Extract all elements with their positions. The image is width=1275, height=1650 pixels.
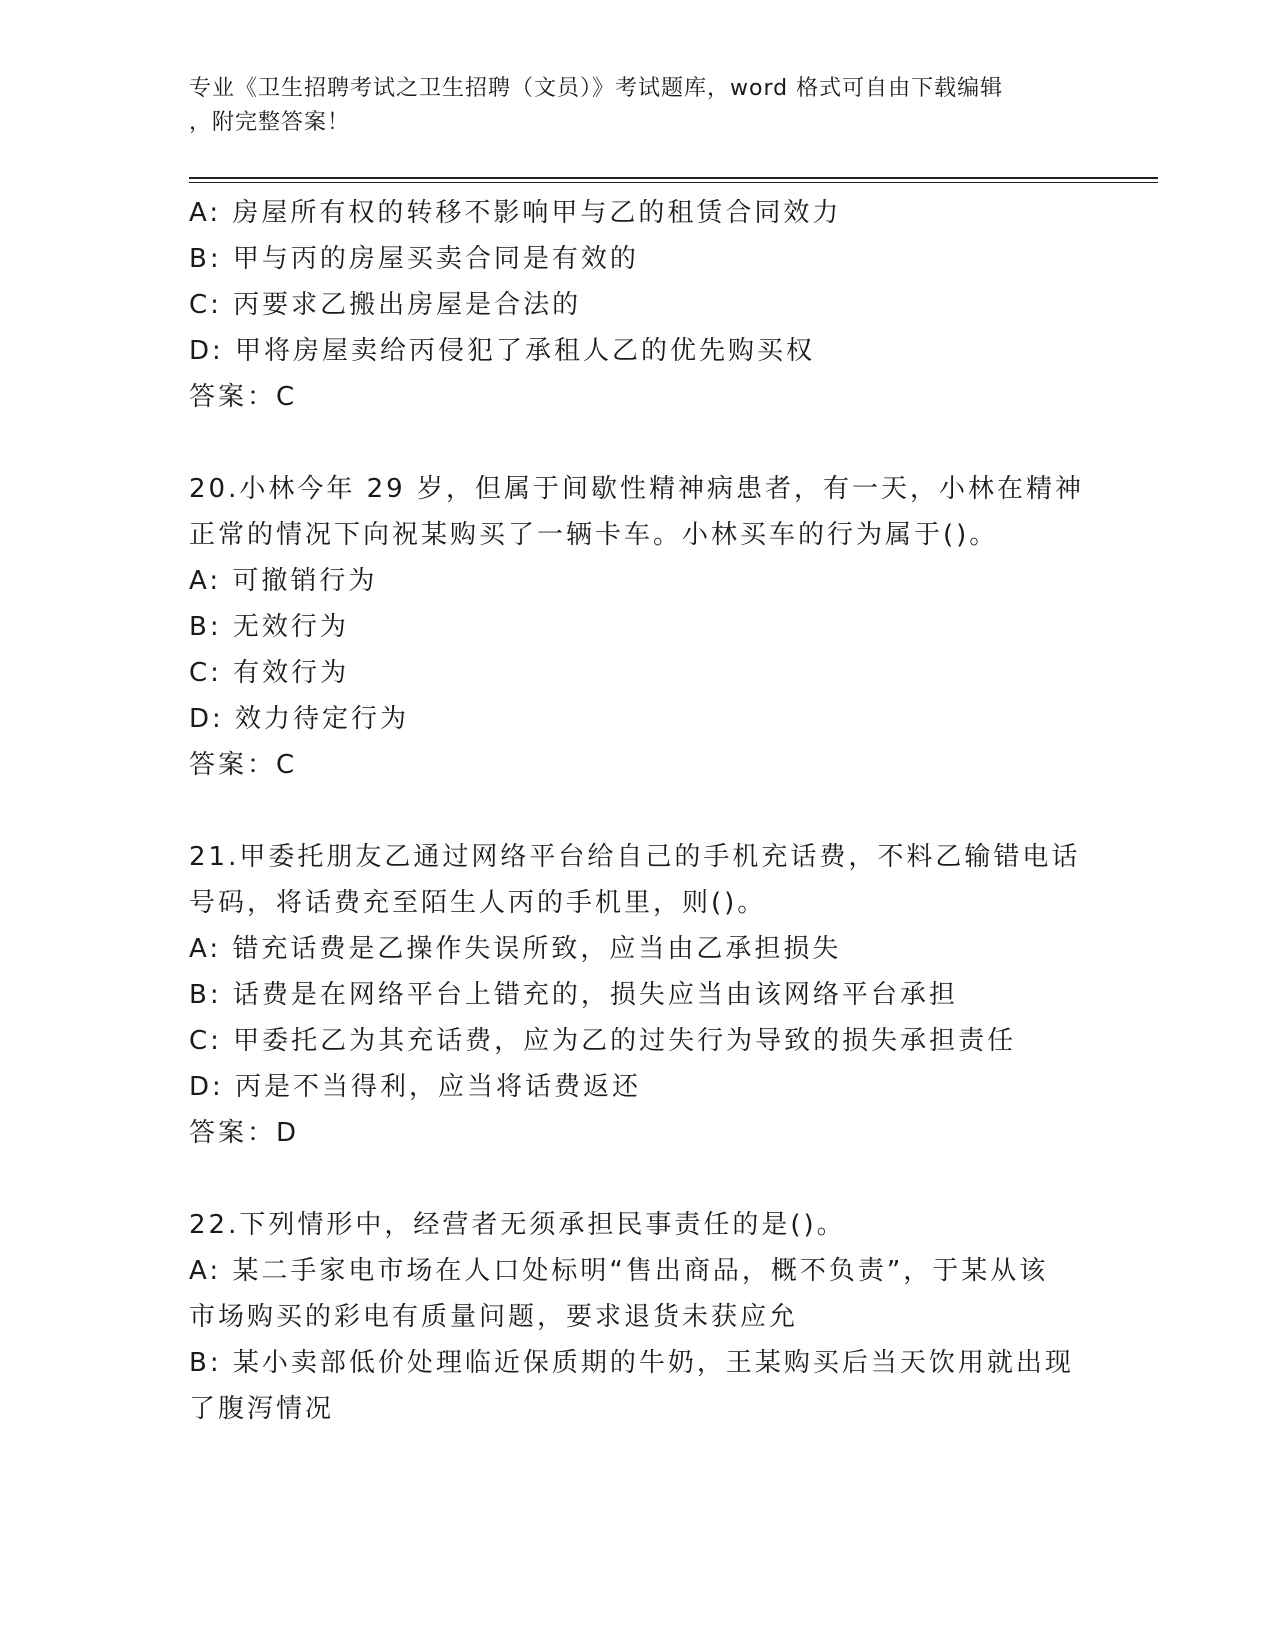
question-list	[189, 190, 1089, 1432]
spacer	[189, 788, 1089, 834]
question-stem-cont: 正常的情况下向祝某购买了一辆卡车。小林买车的行为属于()。	[189, 520, 999, 550]
option-b: B: 无效行为	[189, 612, 349, 642]
option-a: A: 可撤销行为	[189, 566, 378, 596]
question-20	[189, 466, 1089, 788]
option-d: D: 甲将房屋卖给丙侵犯了承租人乙的优先购买权	[189, 336, 816, 366]
option-d: D: 丙是不当得利，应当将话费返还	[189, 1072, 642, 1102]
option-a: A: 房屋所有权的转移不影响甲与乙的租赁合同效力	[189, 198, 842, 228]
option-d: D: 效力待定行为	[189, 704, 410, 734]
option-c: C: 甲委托乙为其充话费，应为乙的过失行为导致的损失承担责任	[189, 1026, 1017, 1056]
header-divider-thin	[189, 182, 1158, 183]
question-19	[189, 190, 1089, 420]
question-21	[189, 834, 1089, 1156]
header-line-1: 专业《卫生招聘考试之卫生招聘（文员）》考试题库，word 格式可自由下载编辑	[189, 76, 1004, 101]
question-stem-cont: 号码，将话费充至陌生人丙的手机里，则()。	[189, 888, 767, 918]
header-line-2: ，附完整答案！	[189, 110, 351, 135]
option-a-cont: 市场购买的彩电有质量问题，要求退货未获应允	[189, 1302, 799, 1332]
option-c: C: 丙要求乙搬出房屋是合法的	[189, 290, 582, 320]
option-a: A: 某二手家电市场在人口处标明“售出商品，概不负责”，于某从该	[189, 1256, 1049, 1286]
option-b: B: 某小卖部低价处理临近保质期的牛奶，王某购买后当天饮用就出现	[189, 1348, 1074, 1378]
question-stem: 21.甲委托朋友乙通过网络平台给自己的手机充话费，不料乙输错电话	[189, 842, 1081, 872]
option-b: B: 甲与丙的房屋买卖合同是有效的	[189, 244, 639, 274]
spacer	[189, 420, 1089, 466]
answer: 答案：C	[189, 382, 298, 412]
document-header	[189, 72, 1089, 140]
option-a: A: 错充话费是乙操作失误所致，应当由乙承担损失	[189, 934, 842, 964]
spacer	[189, 1156, 1089, 1202]
option-b: B: 话费是在网络平台上错充的，损失应当由该网络平台承担	[189, 980, 958, 1010]
question-stem: 22.下列情形中，经营者无须承担民事责任的是()。	[189, 1210, 846, 1240]
option-b-cont: 了腹泻情况	[189, 1394, 335, 1424]
answer: 答案：C	[189, 750, 298, 780]
question-22	[189, 1202, 1089, 1432]
question-stem: 20.小林今年 29 岁，但属于间歇性精神病患者，有一天，小林在精神	[189, 474, 1084, 504]
answer: 答案：D	[189, 1118, 300, 1148]
option-c: C: 有效行为	[189, 658, 350, 688]
header-divider-thick	[189, 177, 1158, 179]
